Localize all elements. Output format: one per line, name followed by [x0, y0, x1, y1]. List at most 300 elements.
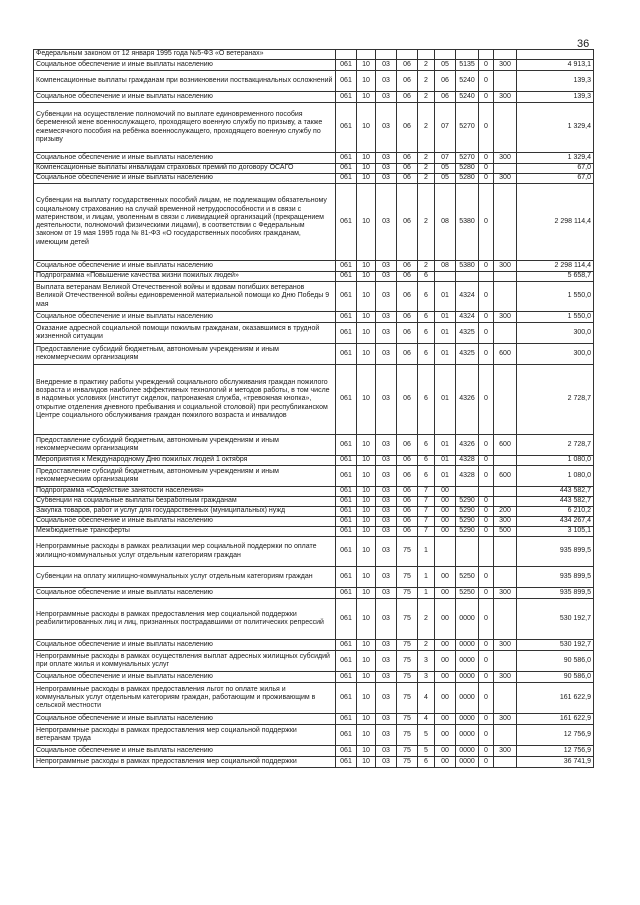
- subprogram-code-cell: 7: [418, 497, 435, 507]
- subprogram-code-cell: 3: [418, 651, 435, 672]
- event-code-cell: 00: [435, 683, 456, 714]
- expense-name-cell: Социальное обеспечение и иные выплаты населению: [34, 746, 336, 757]
- amount-cell: 2 298 114,4: [517, 261, 594, 272]
- expense-name-cell: Предоставление субсидий бюджетным, автономным учреждениям и иным некоммерческим организациям: [34, 344, 336, 365]
- direction-code-cell: 5380: [456, 261, 479, 272]
- subsection-code-cell: 03: [376, 272, 397, 282]
- subprogram-code-cell: 6: [418, 435, 435, 456]
- table-row: [34, 435, 594, 456]
- event-code-cell: 07: [435, 103, 456, 153]
- subsection-code-cell: 03: [376, 487, 397, 497]
- subsection-code-cell: 03: [376, 312, 397, 323]
- program-code-cell: 06: [397, 164, 418, 174]
- expense-name-cell: Социальное обеспечение и иные выплаты населению: [34, 92, 336, 103]
- expense-type-code-cell: 300: [494, 714, 517, 725]
- amount-cell: 1 329,4: [517, 103, 594, 153]
- grbs-code-cell: 061: [336, 588, 357, 599]
- program-code-cell: 06: [397, 517, 418, 527]
- amount-cell: 161 622,9: [517, 683, 594, 714]
- direction-code-cell: 0000: [456, 640, 479, 651]
- subprogram-code-cell: 2: [418, 103, 435, 153]
- amount-cell: 2 728,7: [517, 365, 594, 435]
- table-row: [34, 282, 594, 312]
- amount-cell: 161 622,9: [517, 714, 594, 725]
- direction-suffix-code-cell: 0: [479, 497, 494, 507]
- event-code-cell: 00: [435, 714, 456, 725]
- direction-code-cell: 4326: [456, 365, 479, 435]
- grbs-code-cell: 061: [336, 466, 357, 487]
- grbs-code-cell: 061: [336, 672, 357, 683]
- direction-code-cell: 5380: [456, 184, 479, 261]
- direction-suffix-code-cell: 0: [479, 92, 494, 103]
- event-code-cell: 00: [435, 725, 456, 746]
- direction-suffix-code-cell: [479, 50, 494, 60]
- grbs-code-cell: 061: [336, 174, 357, 184]
- direction-code-cell: 0000: [456, 725, 479, 746]
- direction-suffix-code-cell: 0: [479, 527, 494, 537]
- amount-cell: 1 550,0: [517, 282, 594, 312]
- grbs-code-cell: 061: [336, 714, 357, 725]
- amount-cell: 2 298 114,4: [517, 184, 594, 261]
- grbs-code-cell: 061: [336, 507, 357, 517]
- section-code-cell: 10: [357, 651, 376, 672]
- subprogram-code-cell: 6: [418, 312, 435, 323]
- subsection-code-cell: 03: [376, 174, 397, 184]
- direction-code-cell: 5280: [456, 174, 479, 184]
- expense-name-cell: Подпрограмма «Повышение качества жизни пожилых людей»: [34, 272, 336, 282]
- expense-name-cell: Непрограммные расходы в рамках предоставления мер социальной поддержки реабилитированных лиц и лиц, признанных пострадавшими от политических репрессий: [34, 599, 336, 640]
- event-code-cell: 00: [435, 640, 456, 651]
- subsection-code-cell: 03: [376, 672, 397, 683]
- program-code-cell: 75: [397, 725, 418, 746]
- expense-type-code-cell: [494, 599, 517, 640]
- table-row: [34, 261, 594, 272]
- table-row: [34, 184, 594, 261]
- subprogram-code-cell: 1: [418, 588, 435, 599]
- subsection-code-cell: 03: [376, 640, 397, 651]
- event-code-cell: 05: [435, 164, 456, 174]
- direction-code-cell: [456, 272, 479, 282]
- amount-cell: 139,3: [517, 71, 594, 92]
- amount-cell: 1 550,0: [517, 312, 594, 323]
- program-code-cell: 06: [397, 487, 418, 497]
- direction-suffix-code-cell: 0: [479, 71, 494, 92]
- section-code-cell: 10: [357, 92, 376, 103]
- program-code-cell: 75: [397, 588, 418, 599]
- expense-type-code-cell: 300: [494, 60, 517, 71]
- subprogram-code-cell: 7: [418, 517, 435, 527]
- subsection-code-cell: 03: [376, 92, 397, 103]
- direction-code-cell: 5240: [456, 92, 479, 103]
- program-code-cell: 06: [397, 261, 418, 272]
- expense-name-cell: Внедрение в практику работы учреждений социального обслуживания граждан пожилого возраста и инвалидов наиболее эффективных технологий и методов работы, в том числе в надомных условиях (институт сиделок, патронажная служба, «тревожная кнопка», открытие отделения дневного пребывания и социальной столовой) при республиканском Центре социального обслуживания граждан пожилого возраста и инвалидов: [34, 365, 336, 435]
- subprogram-code-cell: 2: [418, 184, 435, 261]
- table-row: [34, 757, 594, 768]
- section-code-cell: 10: [357, 466, 376, 487]
- grbs-code-cell: 061: [336, 651, 357, 672]
- grbs-code-cell: 061: [336, 497, 357, 507]
- program-code-cell: 06: [397, 153, 418, 164]
- program-code-cell: 06: [397, 272, 418, 282]
- event-code-cell: 05: [435, 174, 456, 184]
- subprogram-code-cell: 6: [418, 282, 435, 312]
- subsection-code-cell: 03: [376, 365, 397, 435]
- direction-code-cell: 4325: [456, 323, 479, 344]
- expense-type-code-cell: 300: [494, 640, 517, 651]
- table-row: [34, 746, 594, 757]
- expense-name-cell: Закупка товаров, работ и услуг для государственных (муниципальных) нужд: [34, 507, 336, 517]
- subprogram-code-cell: 7: [418, 487, 435, 497]
- subprogram-code-cell: 2: [418, 261, 435, 272]
- expense-type-code-cell: 300: [494, 153, 517, 164]
- direction-suffix-code-cell: 0: [479, 507, 494, 517]
- subsection-code-cell: 03: [376, 757, 397, 768]
- grbs-code-cell: 061: [336, 517, 357, 527]
- program-code-cell: 06: [397, 71, 418, 92]
- expense-type-code-cell: [494, 164, 517, 174]
- amount-cell: 935 899,5: [517, 588, 594, 599]
- grbs-code-cell: 061: [336, 746, 357, 757]
- amount-cell: 90 586,0: [517, 651, 594, 672]
- section-code-cell: 10: [357, 323, 376, 344]
- grbs-code-cell: 061: [336, 323, 357, 344]
- subprogram-code-cell: 6: [418, 466, 435, 487]
- table-row: [34, 507, 594, 517]
- program-code-cell: 06: [397, 103, 418, 153]
- event-code-cell: 00: [435, 672, 456, 683]
- event-code-cell: 06: [435, 71, 456, 92]
- page-number: 36: [577, 38, 590, 50]
- direction-suffix-code-cell: 0: [479, 672, 494, 683]
- subprogram-code-cell: 6: [418, 272, 435, 282]
- section-code-cell: 10: [357, 640, 376, 651]
- subprogram-code-cell: 2: [418, 599, 435, 640]
- direction-suffix-code-cell: 0: [479, 344, 494, 365]
- direction-suffix-code-cell: 0: [479, 60, 494, 71]
- expense-name-cell: Социальное обеспечение и иные выплаты населению: [34, 517, 336, 527]
- event-code-cell: 00: [435, 746, 456, 757]
- direction-suffix-code-cell: [479, 537, 494, 567]
- event-code-cell: 01: [435, 466, 456, 487]
- expense-type-code-cell: [494, 757, 517, 768]
- section-code-cell: 10: [357, 261, 376, 272]
- expense-type-code-cell: [494, 184, 517, 261]
- direction-code-cell: 5290: [456, 527, 479, 537]
- program-code-cell: 06: [397, 365, 418, 435]
- program-code-cell: 06: [397, 323, 418, 344]
- event-code-cell: 00: [435, 567, 456, 588]
- direction-suffix-code-cell: 0: [479, 599, 494, 640]
- expense-name-cell: Непрограммные расходы в рамках реализации мер социальной поддержки по оплате жилищно-коммунальных услуг отдельным категориям граждан: [34, 537, 336, 567]
- direction-code-cell: 5250: [456, 588, 479, 599]
- subsection-code-cell: 03: [376, 323, 397, 344]
- direction-code-cell: 0000: [456, 651, 479, 672]
- section-code-cell: 10: [357, 456, 376, 466]
- subsection-code-cell: 03: [376, 344, 397, 365]
- table-row: [34, 174, 594, 184]
- table-row: [34, 672, 594, 683]
- program-code-cell: 75: [397, 567, 418, 588]
- program-code-cell: 75: [397, 714, 418, 725]
- amount-cell: 443 582,7: [517, 487, 594, 497]
- direction-suffix-code-cell: 0: [479, 153, 494, 164]
- amount-cell: 12 756,9: [517, 746, 594, 757]
- event-code-cell: 08: [435, 184, 456, 261]
- table-row: [34, 588, 594, 599]
- event-code-cell: 00: [435, 757, 456, 768]
- expense-name-cell: Предоставление субсидий бюджетным, автономным учреждениям и иным некоммерческим организациям: [34, 466, 336, 487]
- event-code-cell: 00: [435, 497, 456, 507]
- expense-type-code-cell: 300: [494, 174, 517, 184]
- subsection-code-cell: 03: [376, 466, 397, 487]
- program-code-cell: 06: [397, 344, 418, 365]
- amount-cell: 530 192,7: [517, 599, 594, 640]
- subsection-code-cell: 03: [376, 527, 397, 537]
- program-code-cell: 75: [397, 683, 418, 714]
- section-code-cell: 10: [357, 746, 376, 757]
- direction-code-cell: 5135: [456, 60, 479, 71]
- direction-suffix-code-cell: 0: [479, 312, 494, 323]
- section-code-cell: 10: [357, 435, 376, 456]
- grbs-code-cell: 061: [336, 272, 357, 282]
- expense-type-code-cell: 600: [494, 466, 517, 487]
- expense-name-cell: Непрограммные расходы в рамках предоставления мер социальной поддержки ветеранам труда: [34, 725, 336, 746]
- section-code-cell: 10: [357, 725, 376, 746]
- table-row: [34, 92, 594, 103]
- event-code-cell: 00: [435, 507, 456, 517]
- amount-cell: 12 756,9: [517, 725, 594, 746]
- expense-name-cell: Социальное обеспечение и иные выплаты населению: [34, 640, 336, 651]
- table-body: [34, 50, 594, 768]
- subsection-code-cell: 03: [376, 725, 397, 746]
- table-row: [34, 323, 594, 344]
- amount-cell: 36 741,9: [517, 757, 594, 768]
- table-row: [34, 487, 594, 497]
- expense-type-code-cell: [494, 487, 517, 497]
- expense-name-cell: Непрограммные расходы в рамках предоставления мер социальной поддержки: [34, 757, 336, 768]
- direction-code-cell: 5240: [456, 71, 479, 92]
- table-row: [34, 527, 594, 537]
- grbs-code-cell: 061: [336, 640, 357, 651]
- section-code-cell: 10: [357, 103, 376, 153]
- expense-type-code-cell: [494, 50, 517, 60]
- direction-suffix-code-cell: 0: [479, 164, 494, 174]
- direction-code-cell: 4324: [456, 282, 479, 312]
- program-code-cell: 06: [397, 312, 418, 323]
- expense-type-code-cell: [494, 456, 517, 466]
- direction-suffix-code-cell: 0: [479, 184, 494, 261]
- amount-cell: 90 586,0: [517, 672, 594, 683]
- direction-suffix-code-cell: 0: [479, 517, 494, 527]
- subprogram-code-cell: 5: [418, 725, 435, 746]
- section-code-cell: 10: [357, 537, 376, 567]
- expense-name-cell: Федеральным законом от 12 января 1995 года №5-ФЗ «О ветеранах»: [34, 50, 336, 60]
- grbs-code-cell: 061: [336, 344, 357, 365]
- grbs-code-cell: 061: [336, 282, 357, 312]
- subprogram-code-cell: 1: [418, 537, 435, 567]
- direction-code-cell: 4328: [456, 456, 479, 466]
- section-code-cell: 10: [357, 312, 376, 323]
- table-row: [34, 272, 594, 282]
- grbs-code-cell: 061: [336, 487, 357, 497]
- event-code-cell: 01: [435, 282, 456, 312]
- grbs-code-cell: 061: [336, 757, 357, 768]
- program-code-cell: 06: [397, 527, 418, 537]
- expense-name-cell: Компенсационные выплаты инвалидам страховых премий по договору ОСАГО: [34, 164, 336, 174]
- section-code-cell: 10: [357, 683, 376, 714]
- direction-suffix-code-cell: [479, 272, 494, 282]
- grbs-code-cell: 061: [336, 365, 357, 435]
- direction-suffix-code-cell: 0: [479, 757, 494, 768]
- section-code-cell: 10: [357, 184, 376, 261]
- budget-table: [33, 49, 594, 768]
- amount-cell: 67,0: [517, 174, 594, 184]
- grbs-code-cell: 061: [336, 312, 357, 323]
- expense-type-code-cell: [494, 282, 517, 312]
- direction-suffix-code-cell: 0: [479, 456, 494, 466]
- table-row: [34, 683, 594, 714]
- direction-suffix-code-cell: 0: [479, 588, 494, 599]
- section-code-cell: 10: [357, 757, 376, 768]
- subprogram-code-cell: [418, 50, 435, 60]
- grbs-code-cell: 061: [336, 103, 357, 153]
- expense-type-code-cell: [494, 683, 517, 714]
- table-row: [34, 365, 594, 435]
- table-row: [34, 153, 594, 164]
- program-code-cell: 06: [397, 507, 418, 517]
- direction-suffix-code-cell: 0: [479, 435, 494, 456]
- table-row: [34, 517, 594, 527]
- direction-code-cell: 0000: [456, 746, 479, 757]
- event-code-cell: 01: [435, 365, 456, 435]
- section-code-cell: 10: [357, 487, 376, 497]
- event-code-cell: 01: [435, 312, 456, 323]
- section-code-cell: 10: [357, 507, 376, 517]
- direction-suffix-code-cell: 0: [479, 651, 494, 672]
- section-code-cell: 10: [357, 282, 376, 312]
- subsection-code-cell: 03: [376, 184, 397, 261]
- subsection-code-cell: 03: [376, 103, 397, 153]
- direction-code-cell: [456, 487, 479, 497]
- expense-name-cell: Социальное обеспечение и иные выплаты населению: [34, 60, 336, 71]
- amount-cell: 434 267,4: [517, 517, 594, 527]
- section-code-cell: 10: [357, 71, 376, 92]
- expense-type-code-cell: [494, 725, 517, 746]
- direction-code-cell: 5290: [456, 517, 479, 527]
- subprogram-code-cell: 6: [418, 757, 435, 768]
- expense-type-code-cell: 200: [494, 507, 517, 517]
- section-code-cell: 10: [357, 272, 376, 282]
- expense-name-cell: Социальное обеспечение и иные выплаты населению: [34, 714, 336, 725]
- subprogram-code-cell: 2: [418, 153, 435, 164]
- direction-code-cell: 5290: [456, 507, 479, 517]
- subsection-code-cell: 03: [376, 507, 397, 517]
- expense-type-code-cell: 300: [494, 92, 517, 103]
- subsection-code-cell: 03: [376, 71, 397, 92]
- expense-name-cell: Мероприятия к Международному Дню пожилых людей 1 октября: [34, 456, 336, 466]
- grbs-code-cell: 061: [336, 92, 357, 103]
- subprogram-code-cell: 6: [418, 365, 435, 435]
- subprogram-code-cell: 1: [418, 567, 435, 588]
- subsection-code-cell: 03: [376, 714, 397, 725]
- direction-code-cell: 4324: [456, 312, 479, 323]
- table-row: [34, 312, 594, 323]
- amount-cell: 5 658,7: [517, 272, 594, 282]
- expense-type-code-cell: [494, 651, 517, 672]
- amount-cell: 3 105,1: [517, 527, 594, 537]
- table-row: [34, 725, 594, 746]
- expense-type-code-cell: [494, 272, 517, 282]
- expense-type-code-cell: [494, 103, 517, 153]
- program-code-cell: 75: [397, 672, 418, 683]
- event-code-cell: 00: [435, 487, 456, 497]
- expense-type-code-cell: [494, 537, 517, 567]
- expense-name-cell: Субвенции на выплату государственных пособий лицам, не подлежащим обязательному социальному страхованию на случай временной нетрудоспособности и в связи с материнством, и лицам, уволенным в связи с ликвидацией организаций (прекращением деятельности, полномочий физическими лицами), в соответствии с Федеральным законом от 19 мая 1995 года № 81-ФЗ «О государственных пособиях гражданам, имеющим детей: [34, 184, 336, 261]
- amount-cell: 300,0: [517, 344, 594, 365]
- direction-code-cell: 0000: [456, 757, 479, 768]
- subsection-code-cell: 03: [376, 60, 397, 71]
- grbs-code-cell: 061: [336, 599, 357, 640]
- subprogram-code-cell: 2: [418, 164, 435, 174]
- subprogram-code-cell: 2: [418, 92, 435, 103]
- grbs-code-cell: 061: [336, 725, 357, 746]
- program-code-cell: 75: [397, 746, 418, 757]
- subsection-code-cell: 03: [376, 599, 397, 640]
- direction-code-cell: [456, 50, 479, 60]
- section-code-cell: 10: [357, 588, 376, 599]
- direction-code-cell: 0000: [456, 599, 479, 640]
- event-code-cell: 08: [435, 261, 456, 272]
- expense-name-cell: Социальное обеспечение и иные выплаты населению: [34, 312, 336, 323]
- subsection-code-cell: 03: [376, 153, 397, 164]
- program-code-cell: 06: [397, 456, 418, 466]
- expense-type-code-cell: 500: [494, 527, 517, 537]
- program-code-cell: 06: [397, 184, 418, 261]
- direction-suffix-code-cell: 0: [479, 323, 494, 344]
- subsection-code-cell: [376, 50, 397, 60]
- expense-name-cell: Непрограммные расходы в рамках предоставления льгот по оплате жилья и коммунальных услуг отдельным категориям граждан, работающим и проживающим в сельской местности: [34, 683, 336, 714]
- subprogram-code-cell: 3: [418, 672, 435, 683]
- amount-cell: 1 080,0: [517, 456, 594, 466]
- subsection-code-cell: 03: [376, 746, 397, 757]
- amount-cell: 4 913,1: [517, 60, 594, 71]
- subsection-code-cell: 03: [376, 588, 397, 599]
- direction-code-cell: 5250: [456, 567, 479, 588]
- section-code-cell: 10: [357, 60, 376, 71]
- event-code-cell: 00: [435, 527, 456, 537]
- table-row: [34, 71, 594, 92]
- direction-suffix-code-cell: 0: [479, 174, 494, 184]
- grbs-code-cell: 061: [336, 567, 357, 588]
- event-code-cell: 01: [435, 323, 456, 344]
- section-code-cell: 10: [357, 672, 376, 683]
- program-code-cell: 06: [397, 497, 418, 507]
- section-code-cell: 10: [357, 164, 376, 174]
- event-code-cell: 01: [435, 435, 456, 456]
- program-code-cell: 75: [397, 599, 418, 640]
- direction-suffix-code-cell: 0: [479, 365, 494, 435]
- subprogram-code-cell: 2: [418, 60, 435, 71]
- table-row: [34, 640, 594, 651]
- table-row: [34, 714, 594, 725]
- subprogram-code-cell: 7: [418, 507, 435, 517]
- event-code-cell: 00: [435, 588, 456, 599]
- expense-type-code-cell: 300: [494, 672, 517, 683]
- expense-type-code-cell: [494, 497, 517, 507]
- grbs-code-cell: 061: [336, 71, 357, 92]
- direction-code-cell: 0000: [456, 714, 479, 725]
- expense-name-cell: Компенсационные выплаты гражданам при возникновении поствакцинальных осложнений: [34, 71, 336, 92]
